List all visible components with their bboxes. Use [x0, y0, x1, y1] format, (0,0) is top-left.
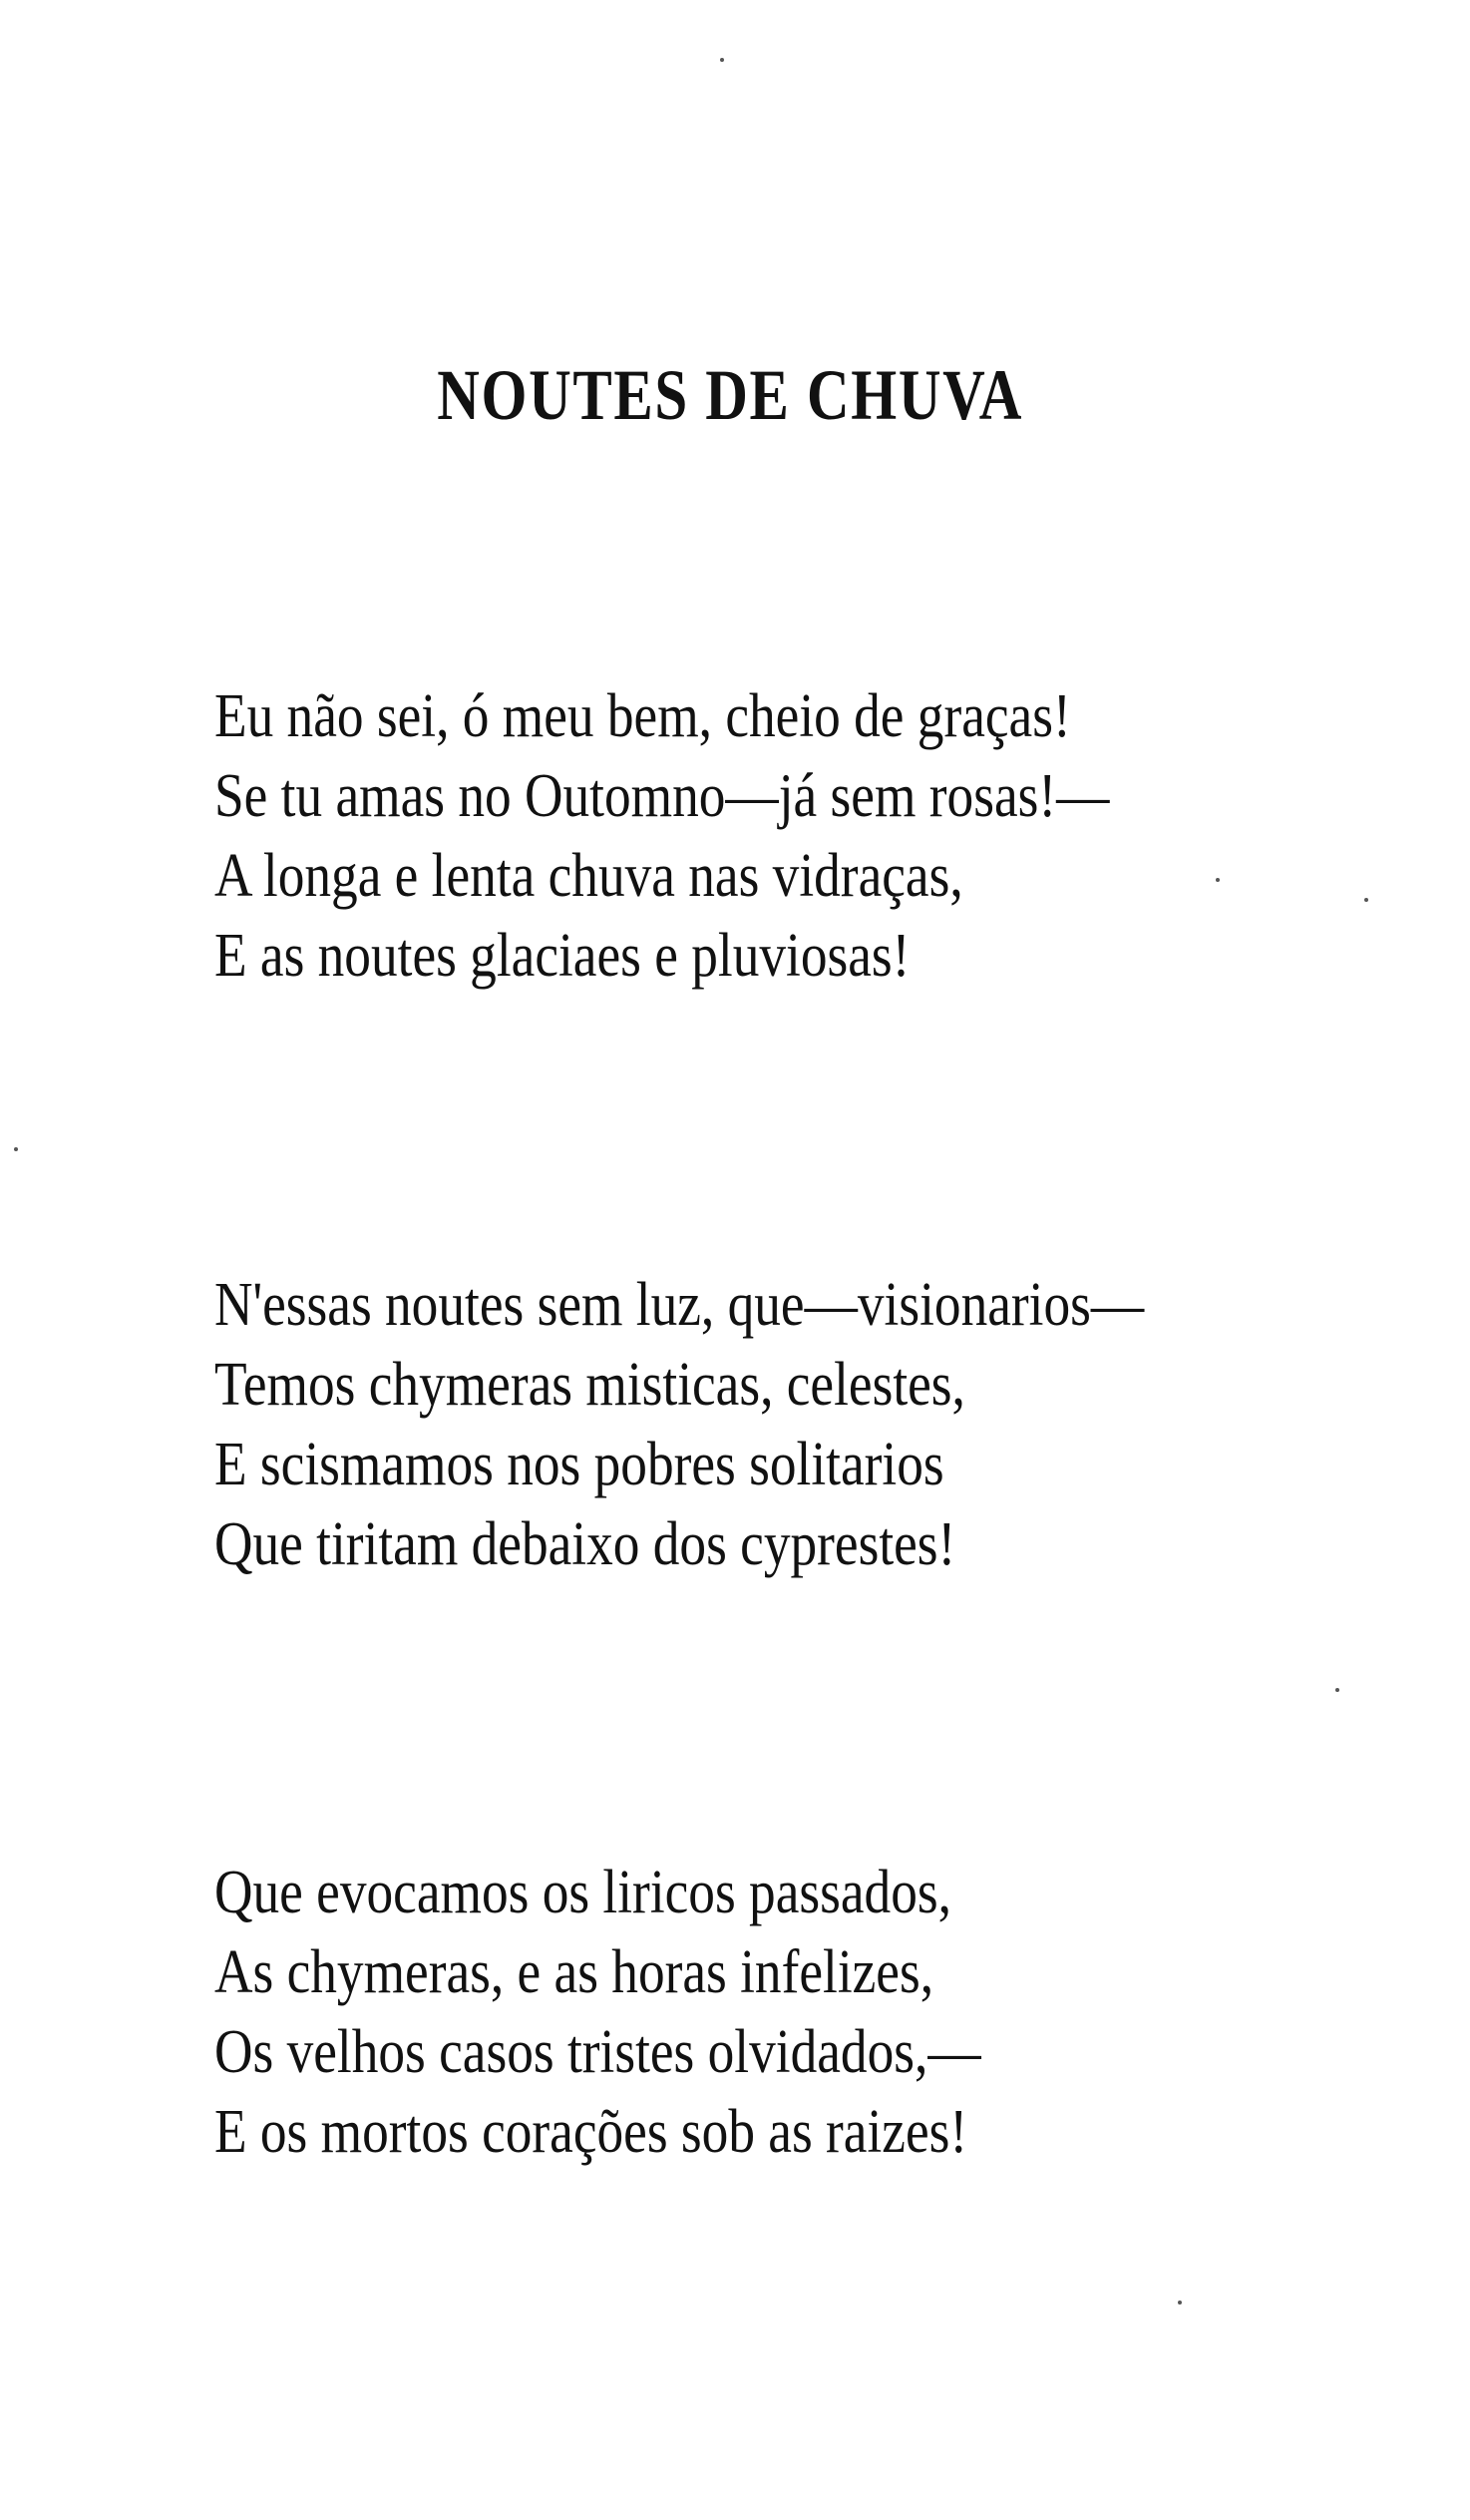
verse-line: Os velhos casos tristes olvidados,— — [214, 2018, 981, 2086]
verse-line: Eu não sei, ó meu bem, cheio de graças! — [214, 682, 1071, 750]
scan-speck — [1216, 878, 1220, 882]
verse-line: Que evocamos os liricos passados, — [214, 1859, 951, 1926]
verse-line: E scismamos nos pobres solitarios — [214, 1431, 944, 1498]
verse-line: Que tiritam debaixo dos cyprestes! — [214, 1510, 956, 1578]
scan-speck — [720, 58, 724, 62]
verse-line: As chymeras, e as horas infelizes, — [214, 1938, 934, 2006]
verse-line: A longa e lenta chuva nas vidraças, — [214, 842, 963, 910]
poem-title: NOUTES DE CHUVA — [437, 355, 1024, 435]
scan-speck — [1178, 2301, 1182, 2305]
scan-speck — [1364, 898, 1368, 902]
stanza-1 — [214, 676, 1361, 996]
verse-line: E as noutes glaciaes e pluviosas! — [214, 922, 911, 990]
verse-line: Se tu amas no Outomno—já sem rosas!— — [214, 762, 1110, 830]
scan-speck — [1335, 1688, 1339, 1692]
stanza-3 — [214, 1853, 1361, 2172]
verse-line: N'essas noutes sem luz, que—visionarios— — [214, 1271, 1145, 1339]
verse-line: E os mortos corações sob as raizes! — [214, 2098, 968, 2166]
verse-line: Temos chymeras misticas, celestes, — [214, 1351, 965, 1419]
scan-speck — [14, 1147, 18, 1151]
stanza-2 — [214, 1265, 1361, 1584]
